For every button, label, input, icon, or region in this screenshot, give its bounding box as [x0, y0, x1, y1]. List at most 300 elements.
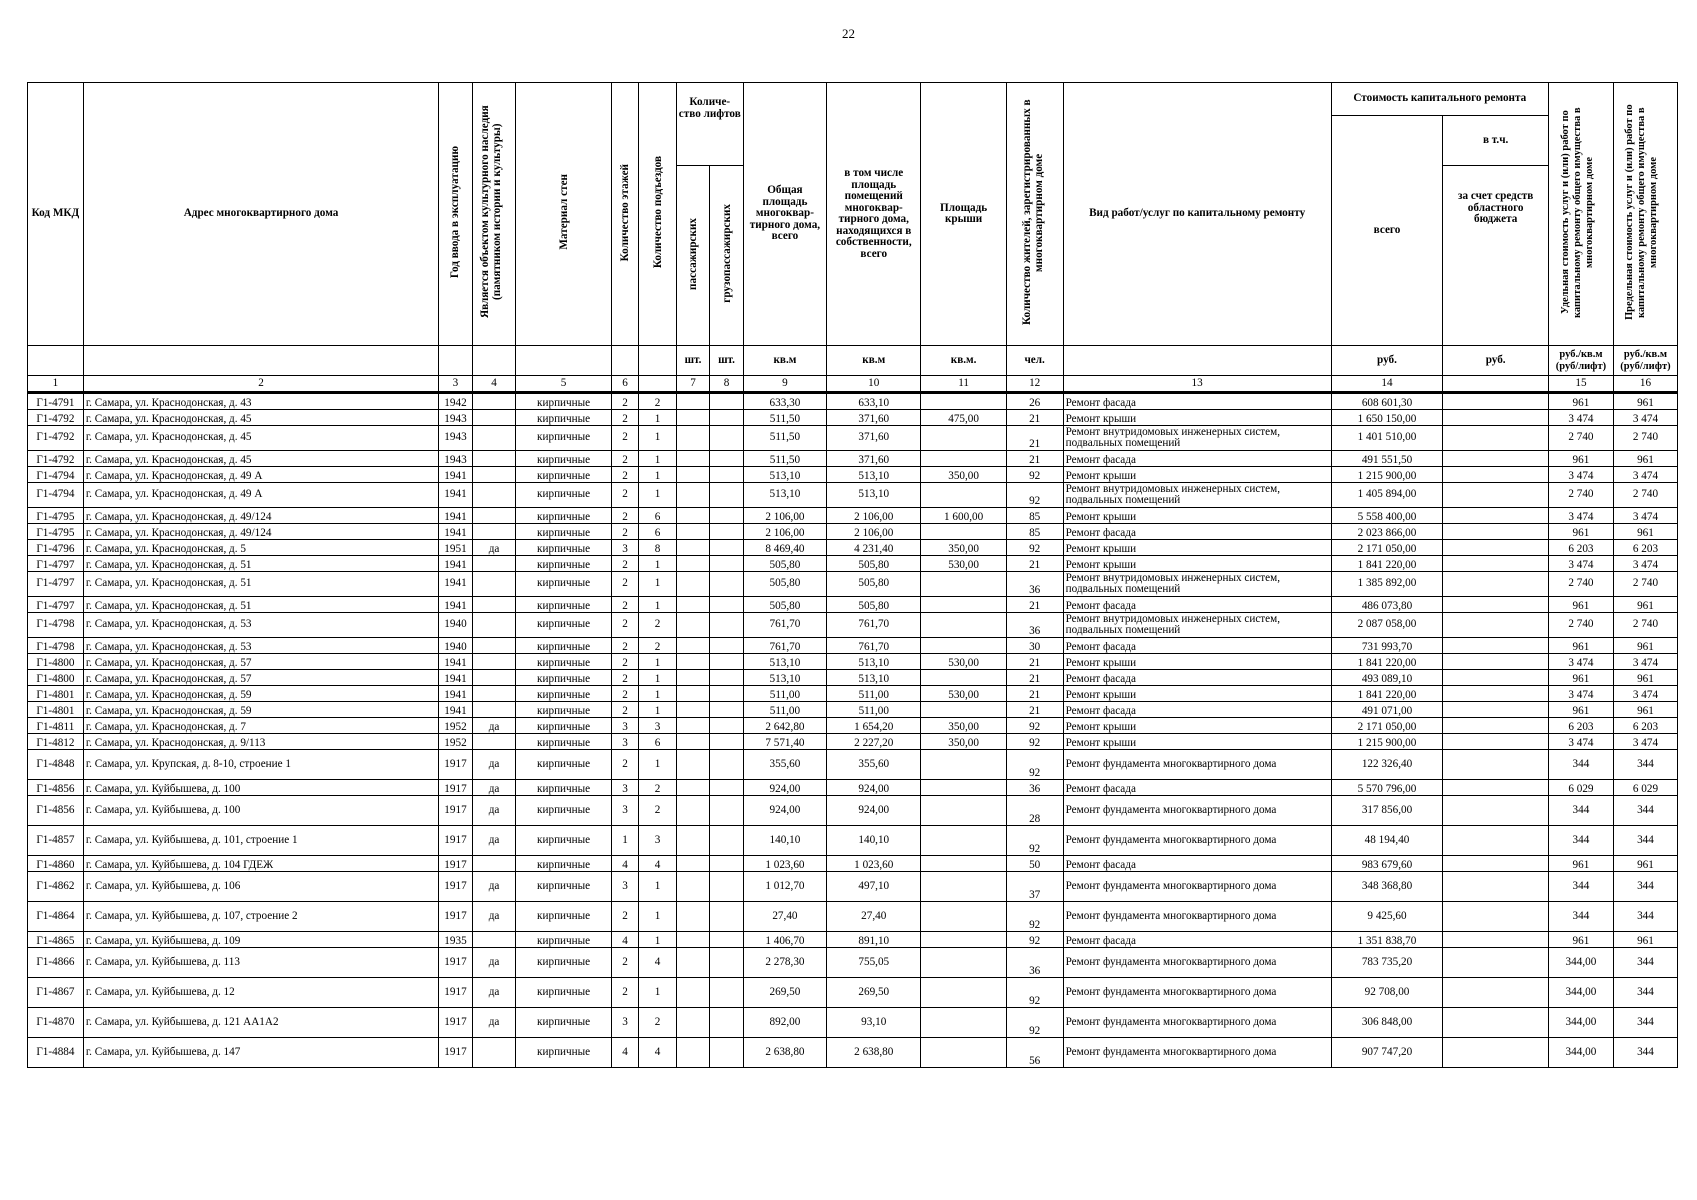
- cell-entrances: 2: [639, 613, 677, 638]
- cell-roof-area: [921, 932, 1006, 948]
- cell-total-area: 924,00: [743, 796, 826, 826]
- unit-rub-per-sqm: руб./кв.м (руб/лифт): [1548, 346, 1613, 376]
- table-row: [28, 638, 1678, 654]
- cell-entrances: 1: [639, 670, 677, 686]
- cell-code: Г1-4864: [28, 902, 84, 932]
- cell-material: кирпичные: [516, 932, 611, 948]
- cell-limit-cost: 961: [1613, 932, 1677, 948]
- cell-owned-area: 497,10: [827, 872, 921, 902]
- cell-lifts-cargo: [710, 451, 744, 467]
- cell-cost-regional: [1443, 796, 1549, 826]
- cell-owned-area: 761,70: [827, 613, 921, 638]
- cell-cost-regional: [1443, 1038, 1549, 1068]
- cell-year: 1917: [439, 902, 473, 932]
- cell-address: г. Самара, ул. Куйбышева, д. 100: [83, 780, 438, 796]
- cell-lifts-cargo: [710, 572, 744, 597]
- cell-total-area: 1 012,70: [743, 872, 826, 902]
- cell-heritage: да: [472, 796, 516, 826]
- cell-address: г. Самара, ул. Краснодонская, д. 53: [83, 613, 438, 638]
- cell-year: 1935: [439, 932, 473, 948]
- cell-work-type: Ремонт фасада: [1063, 780, 1331, 796]
- cell-year: 1941: [439, 524, 473, 540]
- cell-owned-area: 355,60: [827, 750, 921, 780]
- cell-unit-cost: 344,00: [1548, 1008, 1613, 1038]
- cell-total-area: 1 023,60: [743, 856, 826, 872]
- cell-roof-area: [921, 796, 1006, 826]
- cell-unit-cost: 2 740: [1548, 613, 1613, 638]
- cell-lifts-passenger: [676, 826, 710, 856]
- table-row: [28, 572, 1678, 597]
- cell-cost-total: 1 841 220,00: [1331, 686, 1443, 702]
- cell-unit-cost: 3 474: [1548, 686, 1613, 702]
- cell-material: кирпичные: [516, 948, 611, 978]
- table-row: [28, 556, 1678, 572]
- cell-owned-area: 2 638,80: [827, 1038, 921, 1068]
- cell-work-type: Ремонт фасада: [1063, 702, 1331, 718]
- header-work-type: Вид работ/услуг по капитальному ремонту: [1063, 83, 1331, 346]
- cell-entrances: 2: [639, 638, 677, 654]
- cell-heritage: [472, 508, 516, 524]
- cell-heritage: [472, 410, 516, 426]
- table-row: [28, 750, 1678, 780]
- cell-material: кирпичные: [516, 508, 611, 524]
- cell-entrances: 1: [639, 902, 677, 932]
- cell-owned-area: 505,80: [827, 556, 921, 572]
- cell-floors: 2: [611, 451, 638, 467]
- cell-year: 1952: [439, 718, 473, 734]
- cell-lifts-passenger: [676, 780, 710, 796]
- cell-year: 1917: [439, 856, 473, 872]
- header-cost-regional: за счет средств областного бюджета: [1443, 166, 1549, 346]
- cell-residents: 21: [1006, 556, 1063, 572]
- header-address: Адрес многоквартирного дома: [83, 83, 438, 346]
- header-total-area: Общая площадь многоквар- тирного дома, всего: [743, 83, 826, 346]
- cell-cost-total: 1 650 150,00: [1331, 410, 1443, 426]
- cell-owned-area: 140,10: [827, 826, 921, 856]
- header-floors: Количество этажей: [611, 83, 638, 346]
- cell-lifts-cargo: [710, 718, 744, 734]
- cell-total-area: 27,40: [743, 902, 826, 932]
- cell-limit-cost: 344: [1613, 750, 1677, 780]
- cell-entrances: 1: [639, 556, 677, 572]
- column-number: 9: [743, 376, 826, 393]
- cell-floors: 3: [611, 1008, 638, 1038]
- cell-entrances: 1: [639, 426, 677, 451]
- cell-work-type: Ремонт крыши: [1063, 686, 1331, 702]
- cell-total-area: 761,70: [743, 638, 826, 654]
- header-unit-cost: Удельная стоимость услуг и (или) работ по капитальному ремонту общего имущества в многоквартирном доме: [1548, 83, 1613, 346]
- column-number: 3: [439, 376, 473, 393]
- table-row: [28, 410, 1678, 426]
- cell-limit-cost: 3 474: [1613, 467, 1677, 483]
- cell-cost-total: 1 215 900,00: [1331, 734, 1443, 750]
- header-roof-area: Площадь крыши: [921, 83, 1006, 346]
- cell-heritage: [472, 654, 516, 670]
- cell-floors: 2: [611, 483, 638, 508]
- cell-cost-regional: [1443, 467, 1549, 483]
- cell-code: Г1-4792: [28, 451, 84, 467]
- cell-address: г. Самара, ул. Краснодонская, д. 57: [83, 670, 438, 686]
- cell-code: Г1-4794: [28, 483, 84, 508]
- cell-cost-regional: [1443, 856, 1549, 872]
- cell-work-type: Ремонт фасада: [1063, 670, 1331, 686]
- cell-total-area: 140,10: [743, 826, 826, 856]
- cell-year: 1943: [439, 426, 473, 451]
- cell-heritage: да: [472, 978, 516, 1008]
- cell-limit-cost: 961: [1613, 702, 1677, 718]
- column-number: 15: [1548, 376, 1613, 393]
- cell-entrances: 8: [639, 540, 677, 556]
- cell-lifts-cargo: [710, 613, 744, 638]
- cell-code: Г1-4792: [28, 426, 84, 451]
- cell-lifts-cargo: [710, 638, 744, 654]
- cell-lifts-passenger: [676, 1038, 710, 1068]
- cell-roof-area: [921, 670, 1006, 686]
- cell-year: 1952: [439, 734, 473, 750]
- cell-material: кирпичные: [516, 780, 611, 796]
- cell-work-type: Ремонт фасада: [1063, 597, 1331, 613]
- cell-unit-cost: 961: [1548, 856, 1613, 872]
- cell-cost-regional: [1443, 948, 1549, 978]
- cell-heritage: да: [472, 826, 516, 856]
- cell-year: 1943: [439, 451, 473, 467]
- cell-unit-cost: 961: [1548, 524, 1613, 540]
- header-cost: Стоимость капитального ремонта: [1331, 83, 1548, 116]
- table-row: [28, 393, 1678, 410]
- cell-floors: 2: [611, 467, 638, 483]
- cell-limit-cost: 961: [1613, 670, 1677, 686]
- cell-work-type: Ремонт фундамента многоквартирного дома: [1063, 872, 1331, 902]
- cell-unit-cost: 344: [1548, 796, 1613, 826]
- cell-lifts-passenger: [676, 734, 710, 750]
- cell-cost-regional: [1443, 572, 1549, 597]
- cell-year: 1941: [439, 508, 473, 524]
- cell-work-type: Ремонт внутридомовых инженерных систем, подвальных помещений: [1063, 483, 1331, 508]
- cell-roof-area: [921, 780, 1006, 796]
- cell-code: Г1-4798: [28, 613, 84, 638]
- cell-entrances: 1: [639, 872, 677, 902]
- cell-cost-total: 2 087 058,00: [1331, 613, 1443, 638]
- cell-code: Г1-4862: [28, 872, 84, 902]
- cell-code: Г1-4870: [28, 1008, 84, 1038]
- cell-unit-cost: 344: [1548, 872, 1613, 902]
- cell-cost-total: 92 708,00: [1331, 978, 1443, 1008]
- cell-material: кирпичные: [516, 393, 611, 410]
- cell-total-area: 892,00: [743, 1008, 826, 1038]
- column-number: [639, 376, 677, 393]
- cell-code: Г1-4795: [28, 508, 84, 524]
- cell-cost-regional: [1443, 702, 1549, 718]
- cell-address: г. Самара, ул. Краснодонская, д. 5: [83, 540, 438, 556]
- cell-lifts-cargo: [710, 524, 744, 540]
- cell-lifts-passenger: [676, 948, 710, 978]
- cell-code: Г1-4797: [28, 572, 84, 597]
- cell-lifts-passenger: [676, 1008, 710, 1038]
- cell-entrances: 6: [639, 508, 677, 524]
- cell-roof-area: 350,00: [921, 540, 1006, 556]
- cell-entrances: 2: [639, 796, 677, 826]
- cell-material: кирпичные: [516, 597, 611, 613]
- cell-lifts-cargo: [710, 978, 744, 1008]
- header-code: Код МКД: [28, 83, 84, 346]
- column-number: [1443, 376, 1549, 393]
- cell-floors: 2: [611, 393, 638, 410]
- cell-limit-cost: 6 203: [1613, 540, 1677, 556]
- cell-lifts-cargo: [710, 702, 744, 718]
- cell-limit-cost: 3 474: [1613, 410, 1677, 426]
- header-lifts-cargo: грузопассажирских: [710, 166, 744, 346]
- cell-work-type: Ремонт фасада: [1063, 932, 1331, 948]
- cell-lifts-passenger: [676, 508, 710, 524]
- cell-code: Г1-4866: [28, 948, 84, 978]
- cell-owned-area: 1 654,20: [827, 718, 921, 734]
- cell-floors: 2: [611, 978, 638, 1008]
- cell-year: 1940: [439, 613, 473, 638]
- cell-total-area: 513,10: [743, 483, 826, 508]
- cell-roof-area: [921, 902, 1006, 932]
- cell-floors: 4: [611, 1038, 638, 1068]
- cell-heritage: [472, 467, 516, 483]
- header-heritage: Является объектом культурного наследия (памятником истории и культуры): [472, 83, 516, 346]
- column-number: 7: [676, 376, 710, 393]
- cell-floors: 2: [611, 597, 638, 613]
- cell-lifts-cargo: [710, 686, 744, 702]
- cell-floors: 3: [611, 872, 638, 902]
- cell-address: г. Самара, ул. Краснодонская, д. 49 А: [83, 467, 438, 483]
- cell-address: г. Самара, ул. Краснодонская, д. 59: [83, 702, 438, 718]
- cell-owned-area: 891,10: [827, 932, 921, 948]
- cell-total-area: 511,00: [743, 702, 826, 718]
- cell-work-type: Ремонт фундамента многоквартирного дома: [1063, 826, 1331, 856]
- cell-limit-cost: 2 740: [1613, 613, 1677, 638]
- cell-residents: 92: [1006, 932, 1063, 948]
- cell-residents: 92: [1006, 750, 1063, 780]
- table-row: [28, 734, 1678, 750]
- cell-material: кирпичные: [516, 902, 611, 932]
- cell-heritage: да: [472, 872, 516, 902]
- table-row: [28, 467, 1678, 483]
- column-number: 1: [28, 376, 84, 393]
- cell-cost-total: 1 841 220,00: [1331, 654, 1443, 670]
- cell-lifts-passenger: [676, 613, 710, 638]
- cell-work-type: Ремонт фасада: [1063, 638, 1331, 654]
- cell-work-type: Ремонт фасада: [1063, 856, 1331, 872]
- table-row: [28, 932, 1678, 948]
- cell-cost-regional: [1443, 410, 1549, 426]
- cell-total-area: 505,80: [743, 572, 826, 597]
- cell-floors: 2: [611, 613, 638, 638]
- cell-material: кирпичные: [516, 702, 611, 718]
- cell-limit-cost: 344: [1613, 826, 1677, 856]
- cell-work-type: Ремонт фасада: [1063, 393, 1331, 410]
- cell-cost-total: 491 551,50: [1331, 451, 1443, 467]
- cell-cost-regional: [1443, 686, 1549, 702]
- cell-floors: 2: [611, 524, 638, 540]
- cell-material: кирпичные: [516, 1038, 611, 1068]
- cell-code: Г1-4884: [28, 1038, 84, 1068]
- cell-total-area: 511,50: [743, 410, 826, 426]
- cell-residents: 26: [1006, 393, 1063, 410]
- cell-cost-regional: [1443, 826, 1549, 856]
- cell-unit-cost: 344,00: [1548, 1038, 1613, 1068]
- cell-unit-cost: 3 474: [1548, 734, 1613, 750]
- cell-total-area: 924,00: [743, 780, 826, 796]
- cell-cost-regional: [1443, 483, 1549, 508]
- column-number: 5: [516, 376, 611, 393]
- cell-entrances: 1: [639, 451, 677, 467]
- cell-floors: 2: [611, 902, 638, 932]
- cell-lifts-cargo: [710, 540, 744, 556]
- cell-year: 1941: [439, 702, 473, 718]
- cell-material: кирпичные: [516, 978, 611, 1008]
- cell-owned-area: 924,00: [827, 780, 921, 796]
- cell-entrances: 2: [639, 1008, 677, 1038]
- cell-material: кирпичные: [516, 638, 611, 654]
- cell-lifts-cargo: [710, 508, 744, 524]
- cell-lifts-passenger: [676, 638, 710, 654]
- cell-total-area: 761,70: [743, 613, 826, 638]
- capital-repair-table: [27, 82, 1678, 1068]
- cell-lifts-cargo: [710, 556, 744, 572]
- cell-heritage: да: [472, 1008, 516, 1038]
- cell-heritage: [472, 613, 516, 638]
- cell-residents: 21: [1006, 597, 1063, 613]
- unit-sqm: кв.м.: [921, 346, 1006, 376]
- cell-work-type: Ремонт фасада: [1063, 524, 1331, 540]
- cell-limit-cost: 961: [1613, 393, 1677, 410]
- cell-owned-area: 505,80: [827, 572, 921, 597]
- cell-cost-regional: [1443, 1008, 1549, 1038]
- cell-address: г. Самара, ул. Краснодонская, д. 45: [83, 426, 438, 451]
- cell-floors: 2: [611, 556, 638, 572]
- cell-owned-area: 4 231,40: [827, 540, 921, 556]
- cell-residents: 92: [1006, 978, 1063, 1008]
- cell-material: кирпичные: [516, 613, 611, 638]
- cell-unit-cost: 2 740: [1548, 572, 1613, 597]
- cell-address: г. Самара, ул. Краснодонская, д. 51: [83, 597, 438, 613]
- table-row: [28, 718, 1678, 734]
- cell-code: Г1-4798: [28, 638, 84, 654]
- unit-sqm: кв.м: [743, 346, 826, 376]
- cell-year: 1941: [439, 572, 473, 597]
- cell-residents: 92: [1006, 1008, 1063, 1038]
- cell-residents: 36: [1006, 572, 1063, 597]
- cell-unit-cost: 6 029: [1548, 780, 1613, 796]
- cell-cost-total: 983 679,60: [1331, 856, 1443, 872]
- cell-material: кирпичные: [516, 750, 611, 780]
- cell-entrances: 4: [639, 1038, 677, 1068]
- cell-lifts-passenger: [676, 750, 710, 780]
- cell-lifts-passenger: [676, 702, 710, 718]
- cell-total-area: 2 642,80: [743, 718, 826, 734]
- cell-cost-regional: [1443, 670, 1549, 686]
- cell-owned-area: 2 106,00: [827, 508, 921, 524]
- cell-heritage: да: [472, 750, 516, 780]
- cell-floors: 2: [611, 750, 638, 780]
- cell-code: Г1-4856: [28, 796, 84, 826]
- cell-roof-area: [921, 597, 1006, 613]
- cell-limit-cost: 2 740: [1613, 426, 1677, 451]
- cell-work-type: Ремонт крыши: [1063, 540, 1331, 556]
- header-limit-cost: Предельная стоимость услуг и (или) работ по капитальному ремонту общего имущества в многоквартирном доме: [1613, 83, 1677, 346]
- cell-total-area: 355,60: [743, 750, 826, 780]
- cell-unit-cost: 961: [1548, 670, 1613, 686]
- cell-total-area: 513,10: [743, 670, 826, 686]
- cell-code: Г1-4801: [28, 686, 84, 702]
- cell-lifts-passenger: [676, 426, 710, 451]
- table-row: [28, 613, 1678, 638]
- cell-roof-area: [921, 426, 1006, 451]
- header-entrances: Количество подъездов: [639, 83, 677, 346]
- cell-unit-cost: 3 474: [1548, 556, 1613, 572]
- cell-lifts-cargo: [710, 393, 744, 410]
- cell-roof-area: 530,00: [921, 556, 1006, 572]
- cell-residents: 21: [1006, 654, 1063, 670]
- cell-residents: 21: [1006, 670, 1063, 686]
- cell-entrances: 1: [639, 467, 677, 483]
- cell-total-area: 2 106,00: [743, 508, 826, 524]
- cell-residents: 92: [1006, 902, 1063, 932]
- cell-unit-cost: 961: [1548, 597, 1613, 613]
- cell-owned-area: 27,40: [827, 902, 921, 932]
- cell-residents: 85: [1006, 524, 1063, 540]
- cell-entrances: 1: [639, 932, 677, 948]
- cell-unit-cost: 3 474: [1548, 410, 1613, 426]
- cell-cost-regional: [1443, 393, 1549, 410]
- table-row: [28, 654, 1678, 670]
- unit-rub: руб.: [1331, 346, 1443, 376]
- cell-cost-total: 5 558 400,00: [1331, 508, 1443, 524]
- cell-code: Г1-4796: [28, 540, 84, 556]
- cell-floors: 4: [611, 932, 638, 948]
- cell-material: кирпичные: [516, 1008, 611, 1038]
- cell-floors: 3: [611, 540, 638, 556]
- cell-material: кирпичные: [516, 718, 611, 734]
- cell-work-type: Ремонт внутридомовых инженерных систем, подвальных помещений: [1063, 426, 1331, 451]
- cell-year: 1941: [439, 597, 473, 613]
- cell-residents: 30: [1006, 638, 1063, 654]
- cell-total-area: 8 469,40: [743, 540, 826, 556]
- cell-work-type: Ремонт фундамента многоквартирного дома: [1063, 1038, 1331, 1068]
- cell-total-area: 7 571,40: [743, 734, 826, 750]
- cell-residents: 36: [1006, 948, 1063, 978]
- table-row: [28, 826, 1678, 856]
- column-number: 2: [83, 376, 438, 393]
- cell-owned-area: 633,10: [827, 393, 921, 410]
- cell-cost-total: 1 215 900,00: [1331, 467, 1443, 483]
- cell-roof-area: [921, 393, 1006, 410]
- cell-cost-regional: [1443, 654, 1549, 670]
- cell-year: 1917: [439, 1008, 473, 1038]
- cell-code: Г1-4797: [28, 597, 84, 613]
- cell-heritage: [472, 572, 516, 597]
- cell-unit-cost: 2 740: [1548, 426, 1613, 451]
- cell-year: 1917: [439, 978, 473, 1008]
- cell-code: Г1-4795: [28, 524, 84, 540]
- cell-residents: 21: [1006, 426, 1063, 451]
- cell-material: кирпичные: [516, 686, 611, 702]
- cell-address: г. Самара, ул. Краснодонская, д. 51: [83, 572, 438, 597]
- header-lifts-passenger: пассажирских: [676, 166, 710, 346]
- cell-entrances: 2: [639, 393, 677, 410]
- table-row: [28, 597, 1678, 613]
- cell-year: 1917: [439, 780, 473, 796]
- cell-lifts-cargo: [710, 826, 744, 856]
- cell-roof-area: 475,00: [921, 410, 1006, 426]
- cell-material: кирпичные: [516, 467, 611, 483]
- cell-material: кирпичные: [516, 872, 611, 902]
- cell-cost-total: 493 089,10: [1331, 670, 1443, 686]
